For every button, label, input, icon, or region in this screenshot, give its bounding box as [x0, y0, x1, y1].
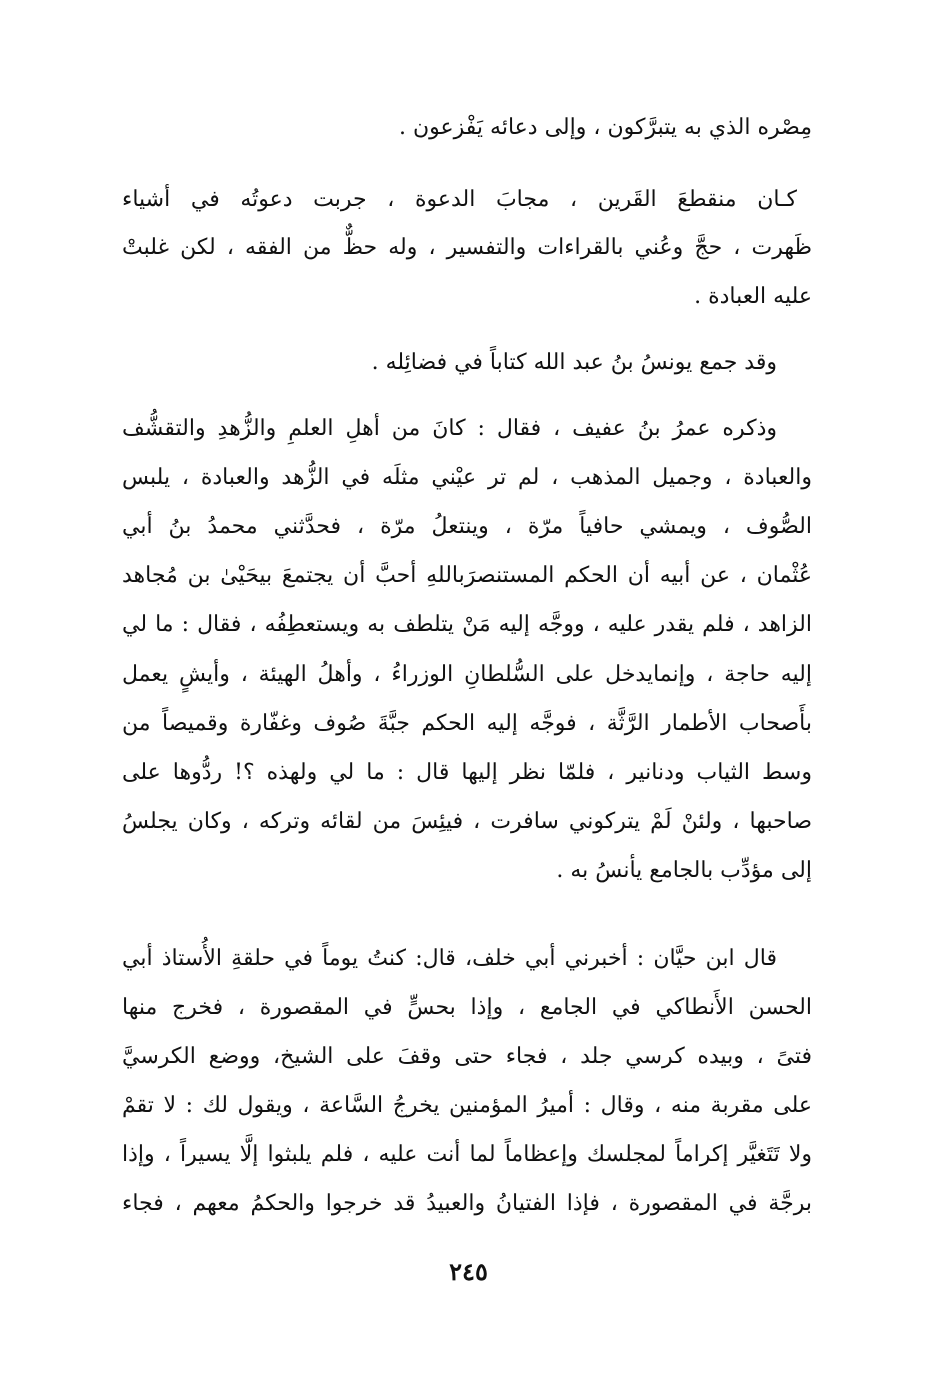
text-line: بأَصحاب الأطمار الرَّثَّة ، فوجَّه إليه الحكم جبَّةَ صُوف وغفّارة وقميصاً من: [122, 711, 812, 736]
text-line: وذكره عمرُ بنُ عفيف ، فقال : كانَ من أهلِ العلمِ والزُّهدِ والتقشُّف: [122, 416, 777, 441]
text-line: كـان منقطعَ القَرين ، مجابَ الدعوة ، جربت دعوتُه في أشياء: [122, 187, 797, 212]
text-line: ولا تَتَغيَّر إكراماً لمجلسك وإعظاماً لما أنت عليه ، فلم يلبثوا إلَّا يسيراً ، وإذا: [122, 1142, 812, 1167]
text-line: إليه حاجة ، وإنمايدخل على السُّلطانِ الوزراءُ ، وأهلُ الهيئة ، وأيشٍ يعمل: [122, 662, 812, 687]
text-line: على مقربة منه ، وقال : أميرُ المؤمنين يخرجُ السَّاعة ، ويقول لك : لا تقمْ: [122, 1093, 812, 1118]
text-line: إلى مؤدِّب بالجامع يأنسُ به .: [556, 858, 812, 883]
text-line: ظَهرت ، حجَّ وعُني بالقراءات والتفسير ، وله حظٌّ من الفقه ، لكن غلبتْ: [122, 235, 812, 260]
text-line: صاحبها ، ولئنْ لَمْ يتركوني سافرت ، فيئِسَ من لقائه وتركه ، وكان يجلسُ: [122, 809, 812, 834]
text-line: وقد جمع يونسُ بنُ عبد الله كتاباً في فضائِله .: [371, 350, 777, 375]
text-line: عليه العبادة .: [694, 284, 812, 309]
text-line: مِصْره الذي به يتبرَّكون ، وإلى دعائه يَفْزعون .: [399, 115, 812, 140]
text-line: قال ابن حيَّان : أخبرني أبي خلف، قال: كنتُ يوماً في حلقةِ الأُستاذ أبي: [122, 946, 777, 971]
text-line: الصُّوف ، ويمشي حافياً مرّة ، وينتعلُ مرّة ، فحدَّثني محمدُ بنُ أبي: [122, 514, 812, 539]
text-line: الزاهد ، فلم يقدر عليه ، ووجَّه إليه مَنْ يتلطف به ويستعطِفُه ، فقال : ما لي: [122, 612, 812, 637]
page-number: ٢٤٥: [449, 1257, 488, 1286]
text-line: عُثْمان ، عن أبيه أن الحكم المستنصرَباللهِ أحبَّ أن يجتمعَ بيحَيْىٰ بن مُجاهد: [122, 563, 812, 588]
text-line: برجَّة في المقصورة ، فإذا الفتيانُ والعبيدُ قد خرجوا والحكمُ معهم ، فجاء: [122, 1191, 812, 1216]
text-line: وسط الثياب ودنانير ، فلمّا نظر إليها قال : ما لي ولهذه ؟! ردُّوها على: [122, 760, 812, 785]
text-line: والعبادة ، وجميل المذهب ، لم تر عيْني مثلَه في الزُّهد والعبادة ، يلبس: [122, 465, 812, 490]
text-line: فتىً ، وبيده كرسي جلد ، فجاء حتى وقفَ على الشيخ، ووضع الكرسيَّ: [122, 1044, 812, 1069]
text-line: الحسن الأَنطاكي في الجامع ، وإذا بحسٍّ في المقصورة ، فخرج منها: [122, 995, 812, 1020]
